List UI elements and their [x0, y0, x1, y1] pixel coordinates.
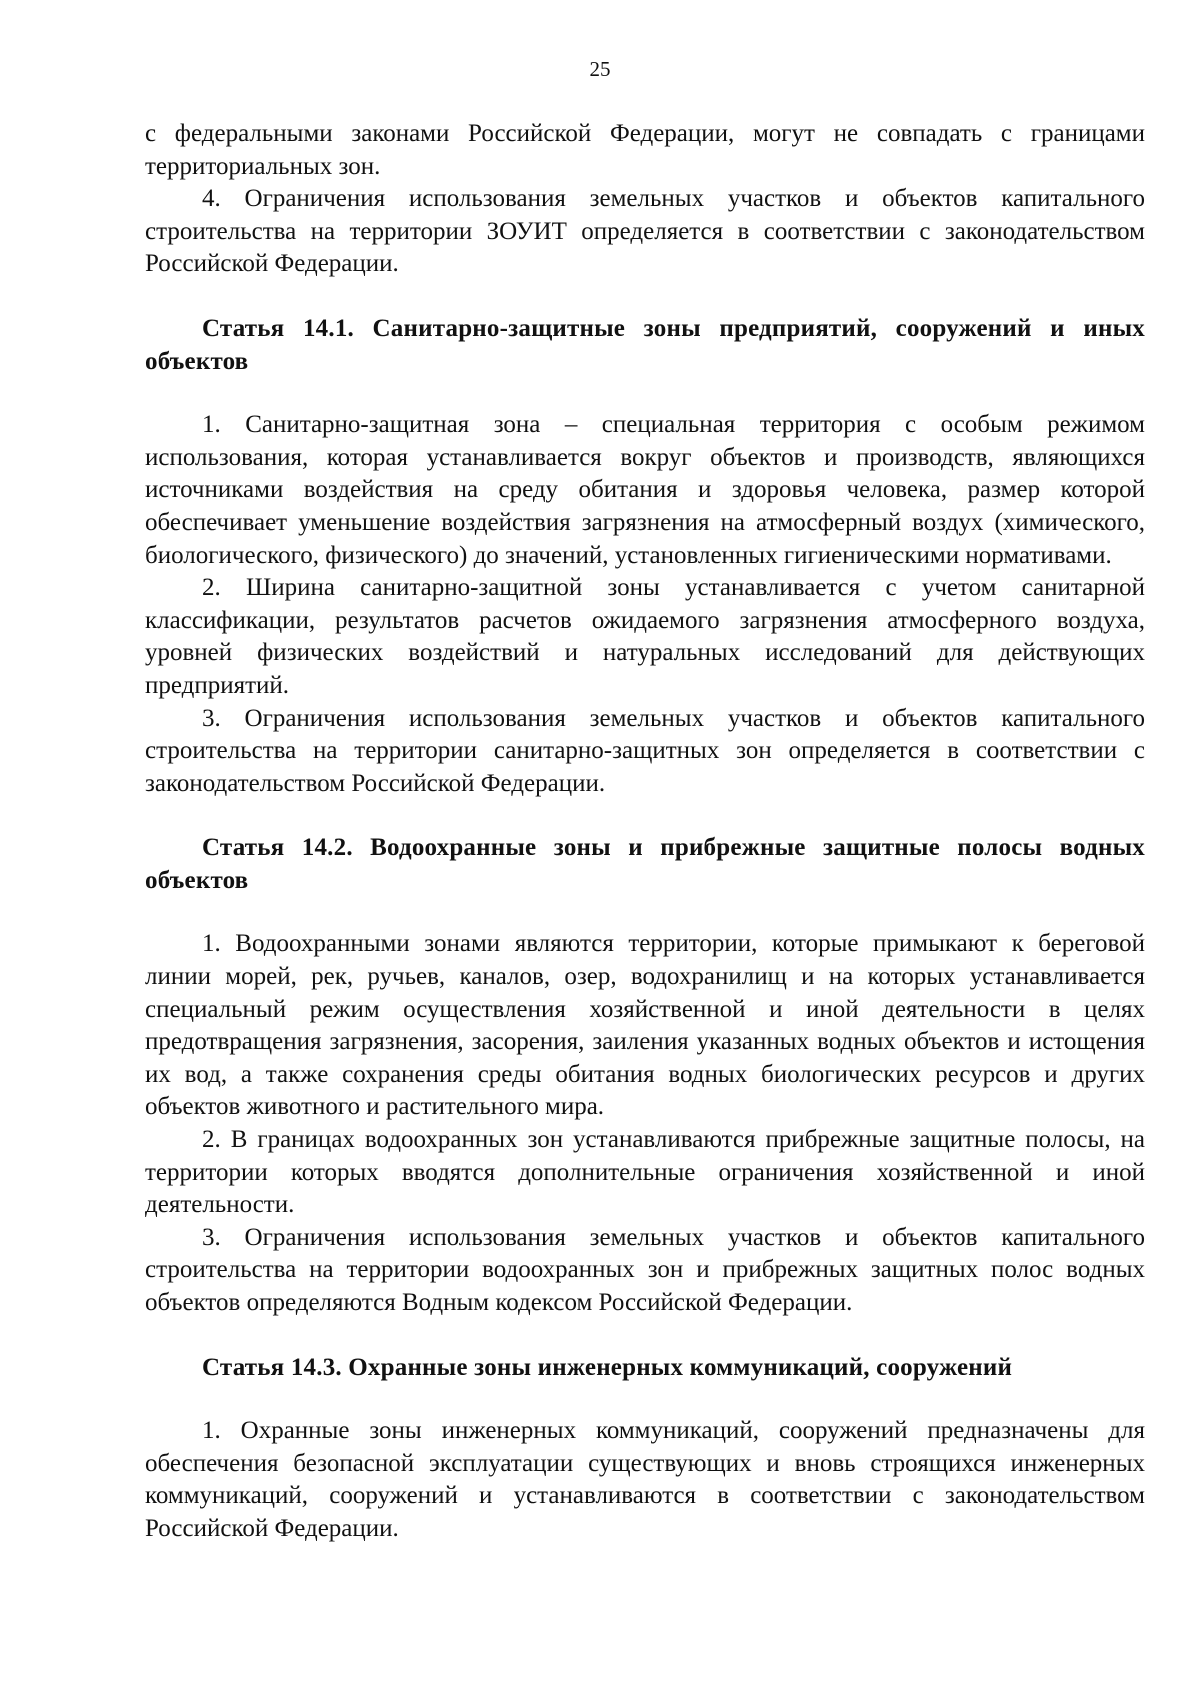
article-14-2-paragraph-3: 3. Ограничения использования земельных участков и объектов капитального строительства на территории водоохранных зон и прибрежных защитных полос водных объектов определяются Водным кодексом Российской Федерации. [145, 1223, 1145, 1316]
article-14-1-paragraph-1: 1. Санитарно-защитная зона – специальная территория с особым режимом использования, которая устанавливается вокруг объектов и производств, являющихся источниками воздействия на среду обитания и здоровья человека, размер которой обеспечивает уменьшение воздействия загрязнения на атмосферный воздух (химического, биологического, физического) до значений, установленных гигиеническими нормативами. [145, 411, 1145, 569]
article-14-1-paragraph-3: 3. Ограничения использования земельных участков и объектов капитального строительства на территории санитарно-защитных зон определяется в соответствии с законодательством Российской Федерации. [145, 704, 1145, 797]
continuation-paragraph: с федеральными законами Российской Федерации, могут не совпадать с границами территориальных зон. [145, 120, 1145, 180]
item-4-paragraph: 4. Ограничения использования земельных участков и объектов капитального строительства на территории ЗОУИТ определяется в соответствии с законодательством Российской Федерации. [145, 185, 1145, 278]
article-14-2-heading: Статья 14.2. Водоохранные зоны и прибрежные защитные полосы водных объектов [145, 834, 1145, 894]
article-14-1-heading: Статья 14.1. Санитарно-защитные зоны предприятий, сооружений и иных объектов [145, 314, 1145, 375]
article-14-3-heading: Статья 14.3. Охранные зоны инженерных коммуникаций, сооружений [202, 1353, 1013, 1381]
page-number: 25 [589, 57, 611, 81]
article-14-2-paragraph-1: 1. Водоохранными зонами являются территории, которые примыкают к береговой линии морей, рек, ручьев, каналов, озер, водохранилищ и на которых устанавливается специальный режим осуществления хозяйственной и иной деятельности в целях предотвращения загрязнения, засорения, заиления указанных водных объектов и истощения их вод, а также сохранения среды обитания водных биологических ресурсов и других объектов животного и растительного мира. [145, 930, 1145, 1121]
article-14-3-paragraph-1: 1. Охранные зоны инженерных коммуникаций, сооружений предназначены для обеспечения безопасной эксплуатации существующих и вновь строящихся инженерных коммуникаций, сооружений и устанавливаются в соответствии с законодательством Российской Федерации. [145, 1417, 1145, 1542]
article-14-2-paragraph-2: 2. В границах водоохранных зон устанавливаются прибрежные защитные полосы, на территории которых вводятся дополнительные ограничения хозяйственной и иной деятельности. [145, 1126, 1145, 1219]
article-14-1-paragraph-2: 2. Ширина санитарно-защитной зоны устанавливается с учетом санитарной классификации, результатов расчетов ожидаемого загрязнения атмосферного воздуха, уровней физических воздействий и натуральных исследований для действующих предприятий. [145, 574, 1145, 699]
document-body [145, 118, 1145, 1546]
